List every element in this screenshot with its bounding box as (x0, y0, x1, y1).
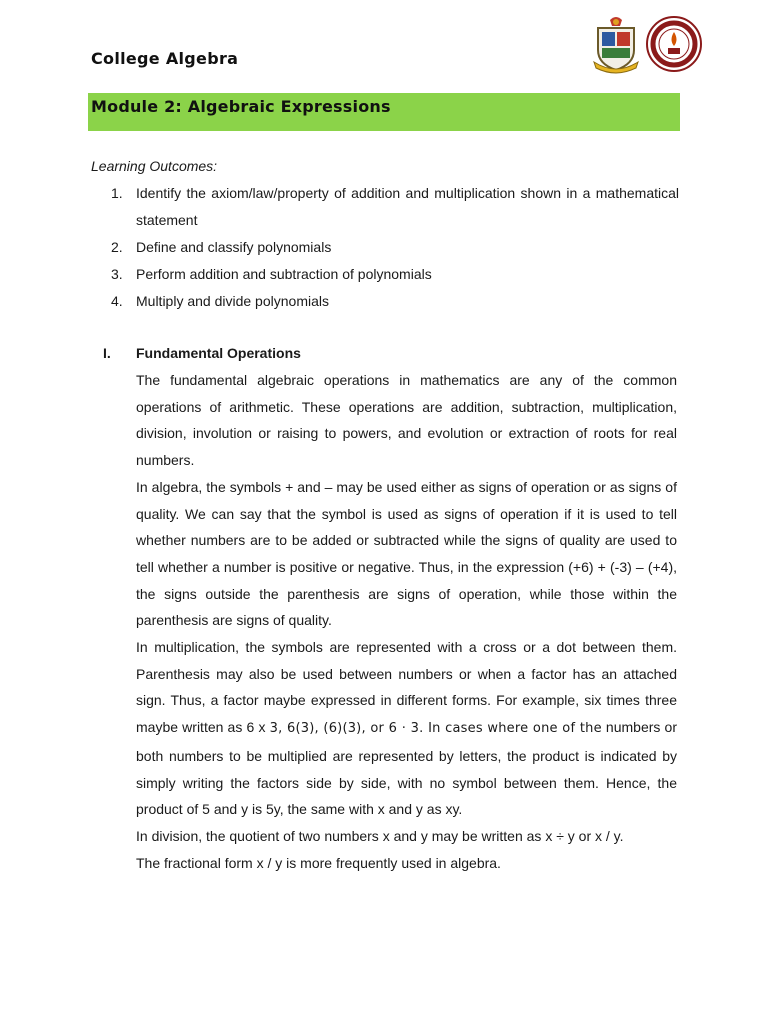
outcome-number: 4. (111, 293, 123, 309)
section-body (136, 367, 677, 876)
university-seal-logo (646, 16, 702, 72)
university-logos (590, 14, 700, 74)
learning-outcomes-list (111, 180, 679, 315)
section-number: I. (103, 345, 111, 361)
multiplication-text-part3: numbers or both numbers to be multiplied are represented by letters, the product is indicated by simply writing the factors side by side, with no symbol between them. Hence, the product of 5 and y is 5y, the same with x and y as xy. (136, 719, 678, 818)
outcome-item (111, 288, 679, 315)
paragraph-operations: The fundamental algebraic operations in mathematics are any of the common operations of arithmetic. These operations are addition, subtraction, multiplication, division, involution or raising to powers, and evolution or extraction of roots for real numbers. (136, 372, 677, 469)
learning-outcomes-label: Learning Outcomes: (91, 158, 218, 174)
outcome-number: 3. (111, 266, 123, 282)
paragraph-signs: In algebra, the symbols + and – may be used either as signs of operation or as signs of quality. We can say that the symbol is used as signs of operation if it is used to tell whether numbers are to be added or subtracted while the signs of quality are used to tell whether a number is positive or negative. Thus, in the expression (+6) + (-3) – (+4), the signs outside the parenthesis are signs of operation, while those within the parenthesis are signs of quality. (136, 478, 677, 629)
outcome-text: Multiply and divide polynomials (136, 293, 329, 309)
outcome-item (111, 180, 679, 234)
paragraph-fractional-form: The fractional form x / y is more frequently used in algebra. (136, 854, 501, 871)
outcome-number: 2. (111, 239, 123, 255)
course-title: College Algebra (91, 49, 239, 68)
multiplication-text-part2: 3, 6(3), (6)(3), or 6 · 3. In cases where one of the (269, 721, 602, 737)
outcome-text: Define and classify polynomials (136, 239, 332, 255)
outcome-number: 1. (111, 185, 123, 201)
section-heading: Fundamental Operations (136, 345, 301, 361)
multiplication-text-part1: In multiplication, the symbols are represented with a cross or a dot between them. Parenthesis may also be used between numbers or when a factor has an attached sign. Thus, a factor maybe expressed in different forms. For example, six times three maybe written as 6 x (136, 639, 677, 736)
outcome-item (111, 261, 679, 288)
outcome-text: Perform addition and subtraction of polynomials (136, 266, 432, 282)
outcome-text: Identify the axiom/law/property of addition and multiplication shown in a mathematical statement (136, 185, 679, 228)
paragraph-division: In division, the quotient of two numbers x and y may be written as x ÷ y or x / y. (136, 827, 624, 844)
outcome-item (111, 234, 679, 261)
college-crest-logo (590, 14, 642, 74)
module-title: Module 2: Algebraic Expressions (91, 97, 391, 116)
paragraph-multiplication (136, 634, 677, 823)
module-banner (88, 93, 680, 131)
